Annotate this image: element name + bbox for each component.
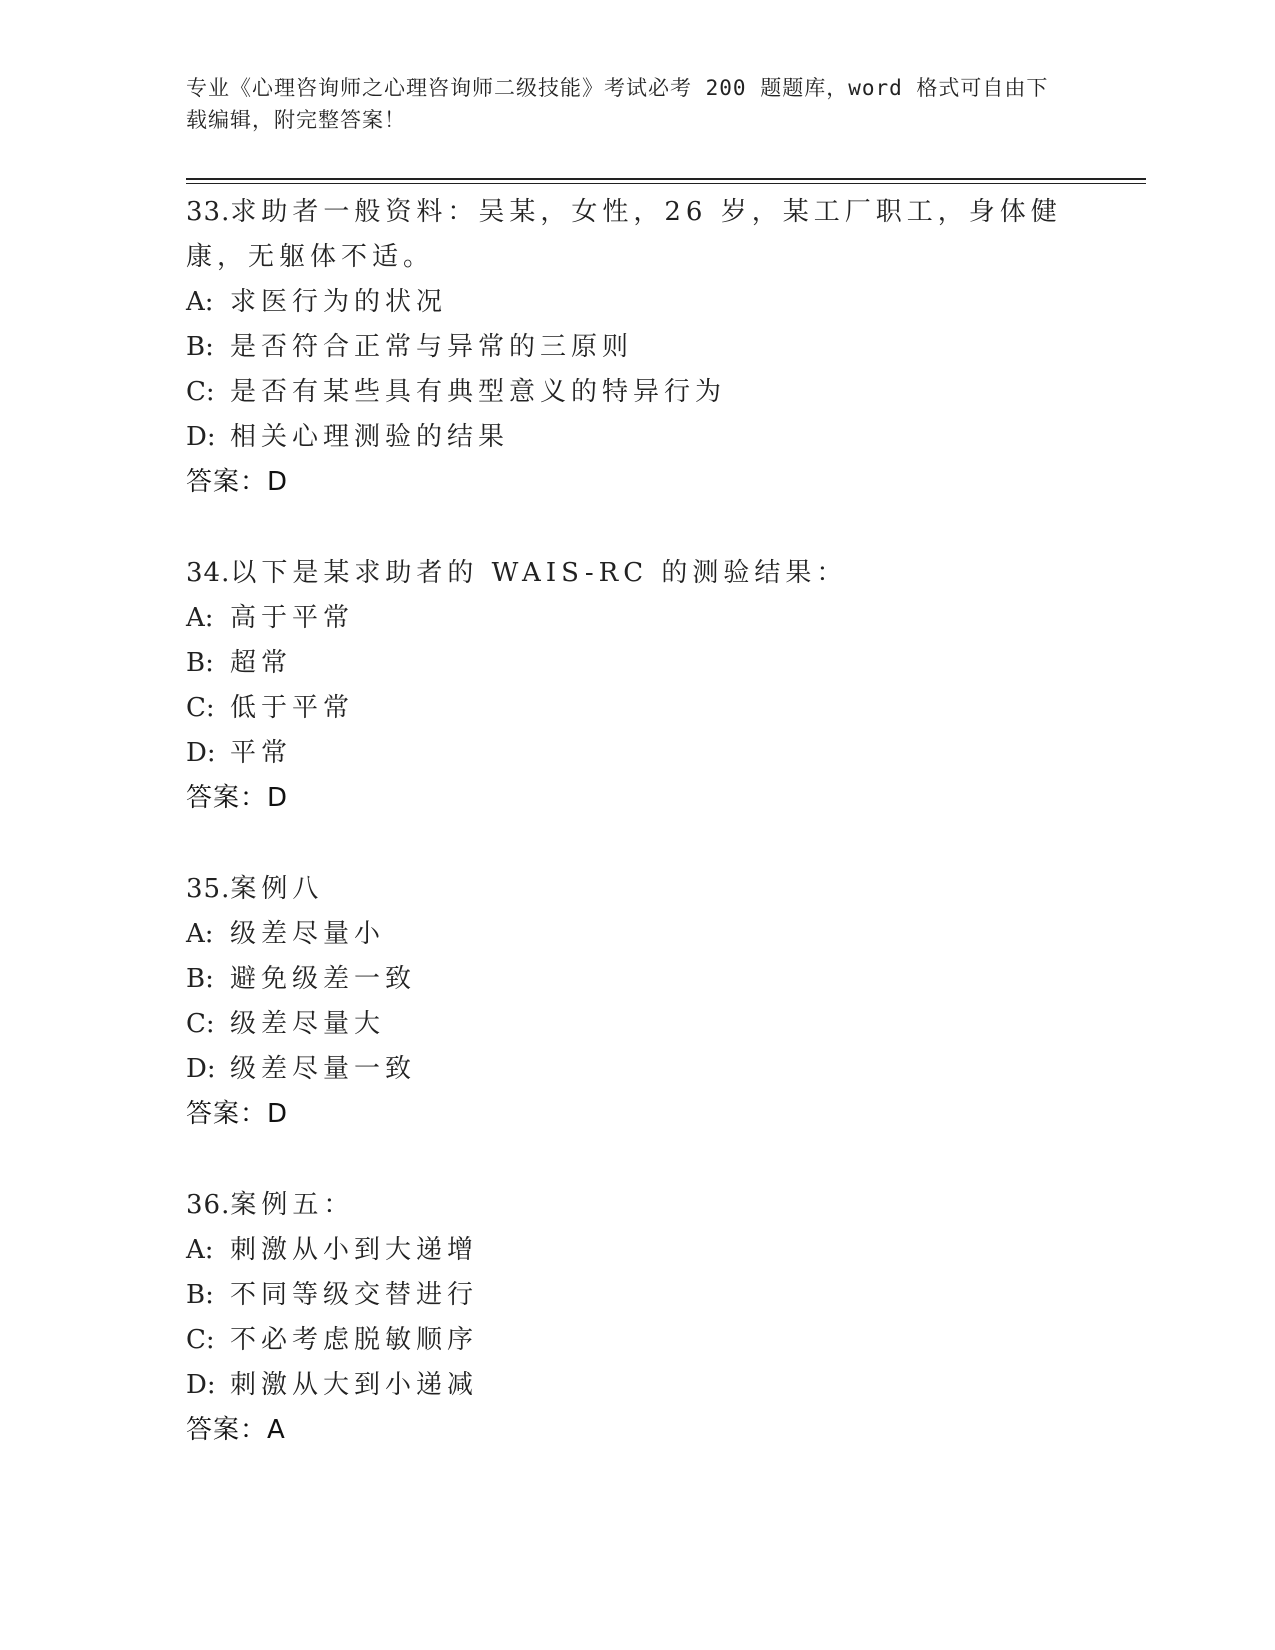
question-item <box>186 867 1086 1137</box>
option-text: 避免级差一致 <box>230 964 417 994</box>
option-text: 是否符合正常与异常的三原则 <box>230 332 634 362</box>
option-d <box>186 1363 1086 1408</box>
question-list <box>186 190 1086 1499</box>
option-text: 超常 <box>230 648 293 678</box>
option-b <box>186 957 1086 1002</box>
option-text: 级差尽量一致 <box>230 1054 417 1084</box>
option-b <box>186 1273 1086 1318</box>
option-a <box>186 596 1086 641</box>
question-stem <box>186 867 1086 912</box>
question-number: 34. <box>186 558 231 588</box>
option-key: C: <box>186 693 215 723</box>
answer-line: 答案：D <box>186 783 289 813</box>
option-text: 平常 <box>230 738 293 768</box>
header-divider-thick <box>186 178 1146 180</box>
option-text: 低于平常 <box>230 693 355 723</box>
option-key: C: <box>186 1009 215 1039</box>
option-key: B: <box>186 964 214 994</box>
option-key: A: <box>186 603 214 633</box>
option-a <box>186 1228 1086 1273</box>
option-text: 不必考虑脱敏顺序 <box>230 1325 479 1355</box>
question-number: 35. <box>186 874 231 904</box>
option-text: 级差尽量大 <box>230 1009 386 1039</box>
answer-line: 答案：D <box>186 467 289 497</box>
option-key: D: <box>186 1370 216 1400</box>
question-stem <box>186 1183 1086 1228</box>
question-item <box>186 1183 1086 1453</box>
option-d <box>186 1047 1086 1092</box>
option-key: D: <box>186 738 216 768</box>
option-c <box>186 370 1086 415</box>
header-divider-thin <box>186 183 1146 184</box>
option-c <box>186 1318 1086 1363</box>
document-header: 专业《心理咨询师之心理咨询师二级技能》考试必考 200 题题库，word 格式可自由下载编辑，附完整答案！ <box>186 76 1049 132</box>
question-text: 以下是某求助者的 WAIS-RC 的测验结果： <box>230 558 848 588</box>
question-text: 案例八 <box>230 874 324 904</box>
option-text: 级差尽量小 <box>230 919 386 949</box>
option-a <box>186 280 1086 325</box>
question-stem <box>186 190 1086 280</box>
option-d <box>186 731 1086 776</box>
option-text: 刺激从大到小递减 <box>230 1370 479 1400</box>
option-b <box>186 641 1086 686</box>
option-d <box>186 415 1086 460</box>
option-key: C: <box>186 1325 215 1355</box>
option-a <box>186 912 1086 957</box>
option-key: B: <box>186 332 214 362</box>
option-key: B: <box>186 648 214 678</box>
question-number: 33. <box>186 197 231 227</box>
option-key: D: <box>186 422 216 452</box>
question-text: 求助者一般资料：吴某，女性，26 岁，某工厂职工，身体健康，无躯体不适。 <box>186 197 1062 272</box>
question-text: 案例五： <box>230 1190 355 1220</box>
option-key: B: <box>186 1280 214 1310</box>
question-item <box>186 190 1086 505</box>
option-key: A: <box>186 287 214 317</box>
question-stem <box>186 551 1086 596</box>
option-text: 相关心理测验的结果 <box>230 422 510 452</box>
option-c <box>186 686 1086 731</box>
option-key: A: <box>186 1235 214 1265</box>
option-b <box>186 325 1086 370</box>
option-text: 刺激从小到大递增 <box>230 1235 479 1265</box>
answer-line: 答案：A <box>186 1415 286 1445</box>
question-item <box>186 551 1086 821</box>
option-key: A: <box>186 919 214 949</box>
option-text: 求医行为的状况 <box>230 287 448 317</box>
option-c <box>186 1002 1086 1047</box>
option-text: 是否有某些具有典型意义的特异行为 <box>230 377 727 407</box>
question-number: 36. <box>186 1190 231 1220</box>
option-key: C: <box>186 377 215 407</box>
option-text: 高于平常 <box>230 603 355 633</box>
option-text: 不同等级交替进行 <box>230 1280 479 1310</box>
answer-line: 答案：D <box>186 1099 289 1129</box>
option-key: D: <box>186 1054 216 1084</box>
